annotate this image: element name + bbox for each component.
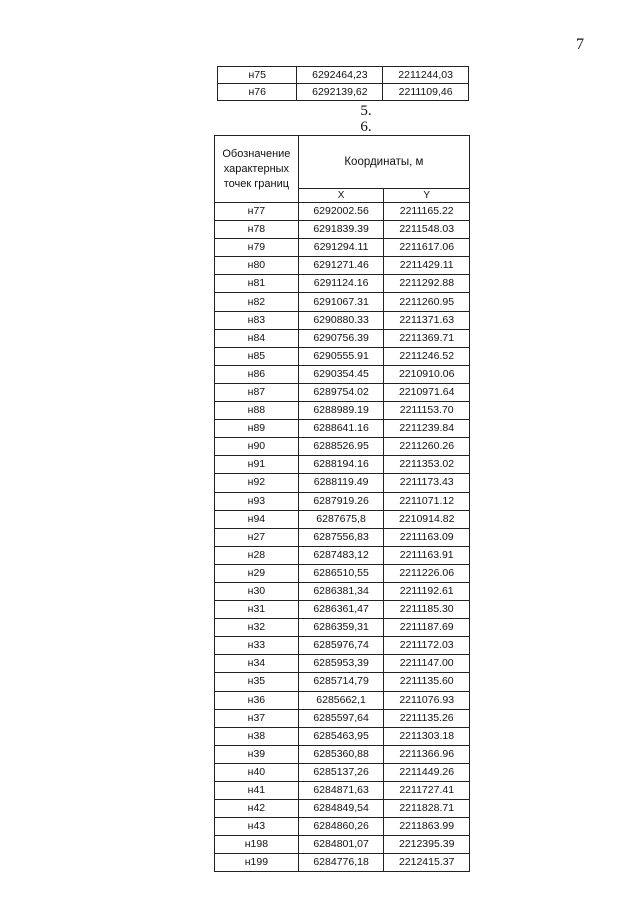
point-label-cell: н43 (215, 818, 299, 836)
table-row (215, 619, 470, 637)
y-coordinate-cell: 2211727.41 (384, 782, 470, 800)
table-row (215, 836, 470, 854)
point-label-cell: н88 (215, 402, 299, 420)
y-coordinate-cell: 2211246.52 (384, 347, 470, 365)
x-coordinate-cell: 6284871,63 (298, 782, 384, 800)
x-coordinate-cell: 6285976,74 (298, 637, 384, 655)
table-row (215, 582, 470, 600)
y-coordinate-cell: 2212395.39 (384, 836, 470, 854)
x-coordinate-cell: 6284776,18 (298, 854, 384, 872)
x-coordinate-cell: 6286361,47 (298, 601, 384, 619)
table-row (215, 311, 470, 329)
table-row (215, 763, 470, 781)
point-label-cell: н36 (215, 691, 299, 709)
y-coordinate-cell: 2211828.71 (384, 800, 470, 818)
x-coordinate-cell: 6285597,64 (298, 709, 384, 727)
y-coordinate-cell: 2211548.03 (384, 221, 470, 239)
table-row (215, 420, 470, 438)
point-label-cell: н90 (215, 438, 299, 456)
point-label-cell: н89 (215, 420, 299, 438)
header-coordinates: Координаты, м (298, 136, 469, 189)
y-coordinate-cell: 2211260.26 (384, 438, 470, 456)
y-coordinate-cell: 2211187.69 (384, 619, 470, 637)
y-coordinate-cell: 2211173.43 (384, 474, 470, 492)
table-row (215, 257, 470, 275)
y-coordinate-cell: 2211369.71 (384, 329, 470, 347)
table-row (215, 782, 470, 800)
point-label-cell: н79 (215, 239, 299, 257)
table-row (215, 456, 470, 474)
y-coordinate-cell: 2211153.70 (384, 402, 470, 420)
point-label-cell: н198 (215, 836, 299, 854)
table-row (215, 329, 470, 347)
y-coordinate-cell: 2211163.09 (384, 528, 470, 546)
y-coordinate-cell: 2211617.06 (384, 239, 470, 257)
y-coordinate-cell: 2211185.30 (384, 601, 470, 619)
x-coordinate-cell: 6288641.16 (298, 420, 384, 438)
x-coordinate-cell: 6290555.91 (298, 347, 384, 365)
x-coordinate-cell: 6286359,31 (298, 619, 384, 637)
y-coordinate-cell: 2211260.95 (384, 293, 470, 311)
y-coordinate-cell: 2211076.93 (384, 691, 470, 709)
table-row (215, 601, 470, 619)
point-label-cell: н82 (215, 293, 299, 311)
table-row (215, 221, 470, 239)
x-coordinate-cell: 6290354.45 (298, 365, 384, 383)
x-coordinate-cell: 6292464,23 (297, 67, 383, 84)
table-row (215, 347, 470, 365)
header-col-x: X (298, 189, 384, 203)
table-row (215, 275, 470, 293)
section-caption-6: 6. (360, 119, 372, 135)
y-coordinate-cell: 2212415.37 (384, 854, 470, 872)
y-coordinate-cell: 2211303.18 (384, 727, 470, 745)
x-coordinate-cell: 6289754.02 (298, 383, 384, 401)
point-label-cell: н32 (215, 619, 299, 637)
y-coordinate-cell: 2211135.60 (384, 673, 470, 691)
point-label-cell: н38 (215, 727, 299, 745)
y-coordinate-cell: 2211147.00 (384, 655, 470, 673)
table-row (215, 546, 470, 564)
y-coordinate-cell: 2211192.61 (384, 582, 470, 600)
point-label-cell: н39 (215, 745, 299, 763)
x-coordinate-cell: 6285360,88 (298, 745, 384, 763)
table-row (215, 528, 470, 546)
table-row (215, 745, 470, 763)
x-coordinate-cell: 6287483,12 (298, 546, 384, 564)
point-label-cell: н37 (215, 709, 299, 727)
x-coordinate-cell: 6287675,8 (298, 510, 384, 528)
x-coordinate-cell: 6285662,1 (298, 691, 384, 709)
point-label-cell: н77 (215, 203, 299, 221)
point-label-cell: н27 (215, 528, 299, 546)
point-label-cell: н94 (215, 510, 299, 528)
table-row (215, 673, 470, 691)
page-number: 7 (576, 36, 584, 53)
table-row (218, 84, 469, 101)
y-coordinate-cell: 2211172.03 (384, 637, 470, 655)
point-label-cell: н76 (218, 84, 297, 101)
section-caption-5: 5. (360, 103, 372, 119)
point-label-cell: н35 (215, 673, 299, 691)
point-label-cell: н41 (215, 782, 299, 800)
point-label-cell: н81 (215, 275, 299, 293)
point-label-cell: н42 (215, 800, 299, 818)
x-coordinate-cell: 6284860,26 (298, 818, 384, 836)
x-coordinate-cell: 6287919.26 (298, 492, 384, 510)
table-row (215, 800, 470, 818)
x-coordinate-cell: 6290880.33 (298, 311, 384, 329)
x-coordinate-cell: 6286510,55 (298, 564, 384, 582)
main-coordinates-table (214, 135, 470, 872)
table-row (215, 492, 470, 510)
point-label-cell: н28 (215, 546, 299, 564)
point-label-cell: н29 (215, 564, 299, 582)
point-label-cell: н33 (215, 637, 299, 655)
table-row (215, 854, 470, 872)
table-row (215, 655, 470, 673)
y-coordinate-cell: 2211135.26 (384, 709, 470, 727)
header-point-label: Обозначение характерных точек границ (215, 136, 299, 203)
x-coordinate-cell: 6288194.16 (298, 456, 384, 474)
x-coordinate-cell: 6290756.39 (298, 329, 384, 347)
x-coordinate-cell: 6288119.49 (298, 474, 384, 492)
x-coordinate-cell: 6291271.46 (298, 257, 384, 275)
x-coordinate-cell: 6288526.95 (298, 438, 384, 456)
point-label-cell: н199 (215, 854, 299, 872)
y-coordinate-cell: 2211449.26 (384, 763, 470, 781)
point-label-cell: н86 (215, 365, 299, 383)
y-coordinate-cell: 2211366.96 (384, 745, 470, 763)
y-coordinate-cell: 2211244,03 (383, 67, 469, 84)
x-coordinate-cell: 6285714,79 (298, 673, 384, 691)
x-coordinate-cell: 6284801,07 (298, 836, 384, 854)
y-coordinate-cell: 2211429.11 (384, 257, 470, 275)
y-coordinate-cell: 2211371.63 (384, 311, 470, 329)
table-row (215, 709, 470, 727)
x-coordinate-cell: 6292139,62 (297, 84, 383, 101)
x-coordinate-cell: 6285463,95 (298, 727, 384, 745)
x-coordinate-cell: 6285953,39 (298, 655, 384, 673)
table-row (215, 818, 470, 836)
table-row (215, 438, 470, 456)
table-row (215, 203, 470, 221)
x-coordinate-cell: 6291124.16 (298, 275, 384, 293)
x-coordinate-cell: 6288989.19 (298, 402, 384, 420)
x-coordinate-cell: 6284849,54 (298, 800, 384, 818)
y-coordinate-cell: 2210910.06 (384, 365, 470, 383)
point-label-cell: н34 (215, 655, 299, 673)
table-row (218, 67, 469, 84)
y-coordinate-cell: 2211292.88 (384, 275, 470, 293)
y-coordinate-cell: 2211353.02 (384, 456, 470, 474)
x-coordinate-cell: 6292002.56 (298, 203, 384, 221)
x-coordinate-cell: 6291839.39 (298, 221, 384, 239)
table-row (215, 293, 470, 311)
point-label-cell: н30 (215, 582, 299, 600)
point-label-cell: н91 (215, 456, 299, 474)
table-row (215, 727, 470, 745)
point-label-cell: н40 (215, 763, 299, 781)
header-col-y: Y (384, 189, 470, 203)
point-label-cell: н80 (215, 257, 299, 275)
x-coordinate-cell: 6287556,83 (298, 528, 384, 546)
x-coordinate-cell: 6291294.11 (298, 239, 384, 257)
table-row (215, 402, 470, 420)
point-label-cell: н92 (215, 474, 299, 492)
point-label-cell: н93 (215, 492, 299, 510)
table-row (215, 691, 470, 709)
point-label-cell: н84 (215, 329, 299, 347)
y-coordinate-cell: 2211165.22 (384, 203, 470, 221)
point-label-cell: н83 (215, 311, 299, 329)
table-row (215, 239, 470, 257)
table-row (215, 474, 470, 492)
point-label-cell: н78 (215, 221, 299, 239)
point-label-cell: н31 (215, 601, 299, 619)
y-coordinate-cell: 2211863.99 (384, 818, 470, 836)
x-coordinate-cell: 6286381,34 (298, 582, 384, 600)
table-row (215, 365, 470, 383)
y-coordinate-cell: 2211226.06 (384, 564, 470, 582)
x-coordinate-cell: 6285137,26 (298, 763, 384, 781)
y-coordinate-cell: 2211109,46 (383, 84, 469, 101)
y-coordinate-cell: 2211163.91 (384, 546, 470, 564)
point-label-cell: н85 (215, 347, 299, 365)
top-coordinates-table (217, 66, 469, 101)
table-row (215, 510, 470, 528)
y-coordinate-cell: 2211239.84 (384, 420, 470, 438)
y-coordinate-cell: 2210971.64 (384, 383, 470, 401)
point-label-cell: н87 (215, 383, 299, 401)
table-row (215, 564, 470, 582)
table-row (215, 383, 470, 401)
point-label-cell: н75 (218, 67, 297, 84)
y-coordinate-cell: 2211071.12 (384, 492, 470, 510)
y-coordinate-cell: 2210914.82 (384, 510, 470, 528)
table-row (215, 637, 470, 655)
x-coordinate-cell: 6291067.31 (298, 293, 384, 311)
